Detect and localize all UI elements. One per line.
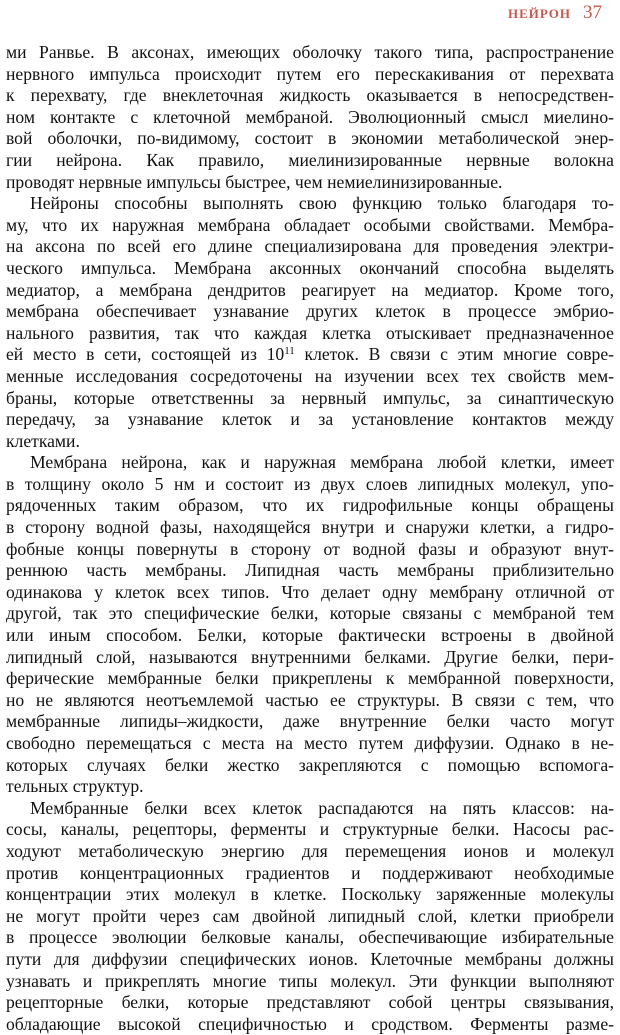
text-line: гии нейрона. Как правило, миелинизированные нервные волокна [6, 149, 614, 170]
text-line: концентрации этих молекул в клетке. Поскольку заряженные молекулы [6, 884, 614, 905]
text-line: рядоченных таким образом, что их гидрофильные концы обращены [6, 495, 614, 516]
text-line: которых случаях белки жестко закрепляются с помощью вспомога- [6, 754, 614, 775]
text-line: в толщину около 5 нм и состоит из двух слоев липидных молекул, упо- [6, 473, 614, 494]
text-line: в процессе эволюции белковые каналы, обеспечивающие избирательные [6, 927, 614, 948]
text-line: му, что их наружная мембрана обладает особыми свойствами. Мембра- [6, 214, 614, 235]
page-number: 37 [583, 2, 602, 23]
text-line: обладающие высокой специфичностью и сродством. Ферменты разме- [6, 1013, 614, 1034]
text-line: против концентрационных градиентов и поддерживают необходимые [6, 862, 614, 883]
text-line: клетками. [6, 430, 80, 451]
text-line: одинакова у клеток всех типов. Что делает одну мембрану отличной от [6, 581, 614, 602]
text-line: нального развития, так что каждая клетка отыскивает предназначенное [6, 322, 614, 343]
text-line: мембрана обеспечивает узнавание других клеток в процессе эмбрио- [6, 301, 614, 322]
text-line: браны, которые ответственны за нервный импульс, за синаптическую [6, 387, 614, 408]
text-line: мембранные липиды–жидкости, даже внутренние белки часто могут [6, 711, 614, 732]
section-title: НЕЙРОН [508, 6, 571, 21]
text-line: но не являются неотъемлемой частью ее структуры. В связи с тем, что [6, 689, 614, 710]
text-line: вой оболочки, по-видимому, состоит в экономии метаболической энер- [6, 128, 614, 149]
text-line: нервного импульса происходит путем его перескакивания от перехвата [6, 63, 614, 84]
text-line: или иным способом. Белки, которые фактически встроены в двойной [6, 625, 614, 646]
text-line: медиатор, а мембрана дендритов реагирует на медиатор. Кроме того, [6, 279, 614, 300]
text-line: проводят нервные импульсы быстрее, чем немиелинизированные. [6, 171, 503, 192]
running-head [508, 2, 602, 26]
text-line: сосы, каналы, рецепторы, ферменты и структурные белки. Насосы рас- [6, 819, 614, 840]
text-line: ми Ранвье. В аксонах, имеющих оболочку такого типа, распространение [6, 42, 614, 62]
body-text [6, 42, 614, 1035]
text-line: узнавать и прикреплять многие типы молекул. Эти функции выполняют [6, 970, 614, 991]
text-line: липидный слой, называются внутренними белками. Другие белки, пери- [6, 646, 614, 667]
text-line: рецепторные белки, которые представляют собой центры связывания, [6, 992, 614, 1013]
text-line-with-superscript [6, 344, 614, 366]
text-line: не могут пройти через сам двойной липидный слой, клетки приобрели [6, 905, 614, 926]
text-line: ферические мембранные белки прикреплены к мембранной поверхности, [6, 668, 614, 689]
line-start: ей место в сети, состоящей из 10 [6, 344, 285, 365]
paragraph-start-line: Нейроны способны выполнять свою функцию только благодаря то- [30, 193, 614, 214]
text-line: к перехвату, где внеклеточная жидкость оказывается в непосредствен- [6, 85, 614, 106]
line-end: клеток. В связи с этим многие совре- [294, 344, 615, 365]
text-line: свободно перемещаться с места на место путем диффузии. Однако в не- [6, 733, 614, 753]
text-line: на аксона по всей его длине специализирована для проведения электри- [6, 236, 614, 257]
text-line: тельных структур. [6, 776, 144, 797]
text-line: реннюю часть мембраны. Липидная часть мембраны приблизительно [6, 560, 614, 581]
text-line: ном контакте с клеточной мембраной. Эволюционный смысл миелино- [6, 106, 614, 127]
paragraph-start-line: Мембранные белки всех клеток распадаются на пять классов: на- [30, 797, 614, 818]
text-line: в сторону водной фазы, находящейся внутри и снаружи клетки, а гидро- [6, 517, 614, 538]
text-line: другой, так это специфические белки, которые связаны с мембраной тем [6, 603, 614, 624]
text-line: ходуют метаболическую энергию для перемещения ионов и молекул [6, 840, 614, 861]
superscript-exponent: 11 [284, 345, 295, 358]
text-line: фобные концы повернуты в сторону от водной фазы и образуют внут- [6, 538, 614, 559]
text-line: менные исследования сосредоточены на изучении всех тех свойств мем- [6, 365, 614, 386]
text-line: ческого импульса. Мембрана аксонных окончаний способна выделять [6, 257, 614, 278]
text-line: передачу, за узнавание клеток и за установление контактов между [6, 409, 614, 430]
text-line: пути для диффузии специфических ионов. Клеточные мембраны должны [6, 948, 614, 969]
paragraph-start-line: Мембрана нейрона, как и наружная мембрана любой клетки, имеет [30, 452, 614, 473]
